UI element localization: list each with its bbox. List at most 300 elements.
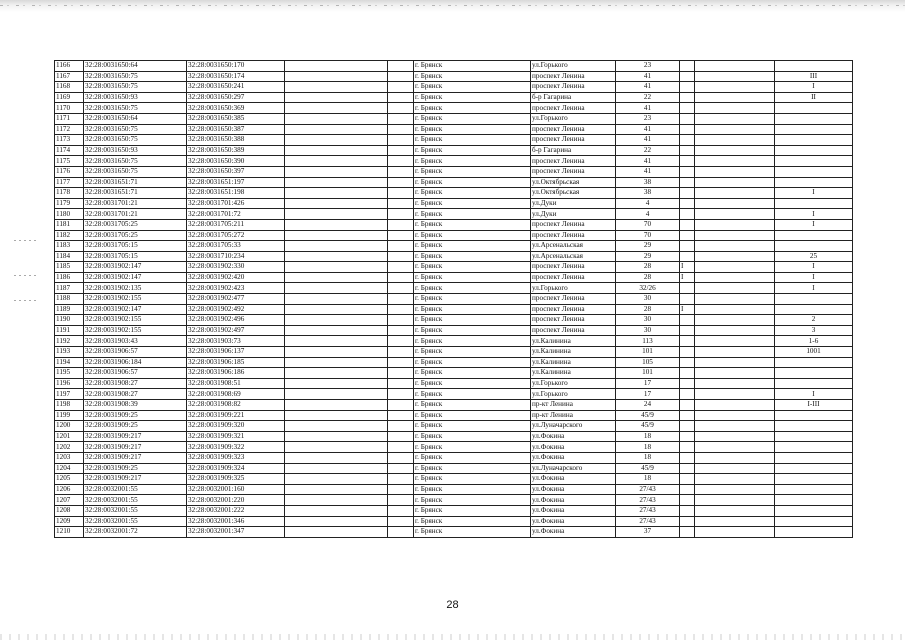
city-cell: г. Брянск [414,347,531,358]
street-cell: ул.Калинина [531,347,616,358]
building-cell: I [680,262,695,273]
city-cell: г. Брянск [414,272,531,283]
row-number: 1181 [55,219,84,230]
building-cell [680,495,695,506]
empty-cell [695,103,775,114]
building-cell: I [680,304,695,315]
building-cell [680,452,695,463]
land-cadastral-number: 32:28:0031650:75 [84,71,187,82]
building-cell [680,166,695,177]
city-cell: г. Брянск [414,177,531,188]
empty-cell [285,124,388,135]
building-cell [680,389,695,400]
empty-cell [285,219,388,230]
city-cell: г. Брянск [414,198,531,209]
empty-cell [285,135,388,146]
row-number: 1171 [55,113,84,124]
table-row [55,325,853,336]
house-number-cell: 28 [616,262,680,273]
premises-cell [775,241,853,252]
street-cell: ул.Дуки [531,209,616,220]
table-row [55,452,853,463]
land-cadastral-number: 32:28:0031650:75 [84,156,187,167]
house-number-cell: 30 [616,294,680,305]
empty-cell [388,251,414,262]
object-cadastral-number: 32:28:0031710:234 [187,251,285,262]
empty-cell [695,241,775,252]
empty-cell [285,262,388,273]
empty-cell [388,135,414,146]
row-number: 1206 [55,484,84,495]
empty-cell [695,421,775,432]
land-cadastral-number: 32:28:0031705:15 [84,241,187,252]
house-number-cell: 29 [616,251,680,262]
row-number: 1173 [55,135,84,146]
table-row [55,145,853,156]
house-number-cell: 28 [616,272,680,283]
row-number: 1168 [55,82,84,93]
empty-cell [388,92,414,103]
empty-cell [695,156,775,167]
land-cadastral-number: 32:28:0031906:57 [84,347,187,358]
empty-cell [388,241,414,252]
table-row [55,219,853,230]
building-cell [680,368,695,379]
empty-cell [695,230,775,241]
premises-cell: 1-6 [775,336,853,347]
house-number-cell: 22 [616,92,680,103]
premises-cell: I-III [775,400,853,411]
house-number-cell: 45/9 [616,410,680,421]
house-number-cell: 41 [616,156,680,167]
building-cell [680,113,695,124]
empty-cell [695,495,775,506]
land-cadastral-number: 32:28:0031650:75 [84,124,187,135]
building-cell [680,103,695,114]
street-cell: проспект Ленина [531,325,616,336]
house-number-cell: 41 [616,71,680,82]
city-cell: г. Брянск [414,251,531,262]
premises-cell: 2 [775,315,853,326]
street-cell: проспект Ленина [531,304,616,315]
empty-cell [285,304,388,315]
row-number: 1179 [55,198,84,209]
city-cell: г. Брянск [414,484,531,495]
house-number-cell: 101 [616,347,680,358]
street-cell: ул.Луначарского [531,421,616,432]
row-number: 1184 [55,251,84,262]
land-cadastral-number: 32:28:0032001:55 [84,516,187,527]
premises-cell [775,431,853,442]
empty-cell [285,61,388,72]
building-cell [680,145,695,156]
table-row [55,82,853,93]
row-number: 1170 [55,103,84,114]
row-number: 1166 [55,61,84,72]
land-cadastral-number: 32:28:0032001:55 [84,495,187,506]
table-row [55,188,853,199]
city-cell: г. Брянск [414,463,531,474]
house-number-cell: 101 [616,368,680,379]
house-number-cell: 27/43 [616,516,680,527]
city-cell: г. Брянск [414,378,531,389]
object-cadastral-number: 32:28:0031651:197 [187,177,285,188]
object-cadastral-number: 32:28:0031650:369 [187,103,285,114]
city-cell: г. Брянск [414,209,531,220]
street-cell: б-р Гагарина [531,145,616,156]
building-cell [680,283,695,294]
city-cell: г. Брянск [414,82,531,93]
row-number: 1204 [55,463,84,474]
empty-cell [695,325,775,336]
empty-cell [285,113,388,124]
table-row [55,484,853,495]
row-number: 1198 [55,400,84,411]
street-cell: ул.Фокина [531,484,616,495]
land-cadastral-number: 32:28:0031906:184 [84,357,187,368]
street-cell: ул.Фокина [531,431,616,442]
house-number-cell: 45/9 [616,463,680,474]
empty-cell [695,389,775,400]
table-row [55,71,853,82]
street-cell: проспект Ленина [531,166,616,177]
empty-cell [388,421,414,432]
table-row [55,166,853,177]
table-row [55,156,853,167]
house-number-cell: 38 [616,177,680,188]
building-cell [680,442,695,453]
premises-cell [775,61,853,72]
object-cadastral-number: 32:28:0031903:73 [187,336,285,347]
empty-cell [285,421,388,432]
building-cell [680,124,695,135]
object-cadastral-number: 32:28:0031650:170 [187,61,285,72]
street-cell: проспект Ленина [531,124,616,135]
building-cell [680,484,695,495]
table-row [55,527,853,538]
object-cadastral-number: 32:28:0031909:221 [187,410,285,421]
empty-cell [388,336,414,347]
premises-cell [775,145,853,156]
empty-cell [388,304,414,315]
empty-cell [388,188,414,199]
row-number: 1207 [55,495,84,506]
table-row [55,442,853,453]
row-number: 1183 [55,241,84,252]
street-cell: проспект Ленина [531,294,616,305]
row-number: 1187 [55,283,84,294]
street-cell: ул.Фокина [531,505,616,516]
empty-cell [285,209,388,220]
row-number: 1180 [55,209,84,220]
empty-cell [285,400,388,411]
city-cell: г. Брянск [414,474,531,485]
land-cadastral-number: 32:28:0031902:147 [84,262,187,273]
city-cell: г. Брянск [414,103,531,114]
premises-cell [775,357,853,368]
row-number: 1190 [55,315,84,326]
object-cadastral-number: 32:28:0031650:385 [187,113,285,124]
empty-cell [695,527,775,538]
building-cell [680,156,695,167]
land-cadastral-number: 32:28:0031650:93 [84,92,187,103]
row-number: 1192 [55,336,84,347]
premises-cell [775,463,853,474]
city-cell: г. Брянск [414,431,531,442]
street-cell: проспект Ленина [531,82,616,93]
empty-cell [285,241,388,252]
empty-cell [285,357,388,368]
city-cell: г. Брянск [414,452,531,463]
premises-cell: I [775,82,853,93]
street-cell: ул.Горького [531,389,616,400]
object-cadastral-number: 32:28:0031650:241 [187,82,285,93]
premises-cell [775,484,853,495]
empty-cell [285,166,388,177]
table-row [55,463,853,474]
registry-table [54,60,853,538]
house-number-cell: 18 [616,442,680,453]
premises-cell: I [775,272,853,283]
land-cadastral-number: 32:28:0031909:217 [84,431,187,442]
city-cell: г. Брянск [414,262,531,273]
land-cadastral-number: 32:28:0031902:155 [84,325,187,336]
row-number: 1177 [55,177,84,188]
street-cell: ул.Октябрьская [531,188,616,199]
object-cadastral-number: 32:28:0032001:160 [187,484,285,495]
house-number-cell: 27/43 [616,505,680,516]
house-number-cell: 41 [616,82,680,93]
empty-cell [388,505,414,516]
street-cell: ул.Фокина [531,452,616,463]
object-cadastral-number: 32:28:0031909:321 [187,431,285,442]
premises-cell [775,368,853,379]
house-number-cell: 23 [616,61,680,72]
city-cell: г. Брянск [414,357,531,368]
row-number: 1175 [55,156,84,167]
premises-cell: III [775,71,853,82]
object-cadastral-number: 32:28:0031651:198 [187,188,285,199]
premises-cell [775,495,853,506]
city-cell: г. Брянск [414,241,531,252]
object-cadastral-number: 32:28:0032001:220 [187,495,285,506]
table-row [55,262,853,273]
building-cell [680,421,695,432]
row-number: 1194 [55,357,84,368]
street-cell: ул.Фокина [531,516,616,527]
house-number-cell: 70 [616,219,680,230]
empty-cell [388,527,414,538]
premises-cell: I [775,262,853,273]
premises-cell [775,527,853,538]
street-cell: ул.Горького [531,113,616,124]
object-cadastral-number: 32:28:0031650:297 [187,92,285,103]
street-cell: ул.Октябрьская [531,177,616,188]
empty-cell [388,400,414,411]
land-cadastral-number: 32:28:0031650:64 [84,61,187,72]
empty-cell [695,452,775,463]
land-cadastral-number: 32:28:0031701:21 [84,209,187,220]
table-row [55,124,853,135]
house-number-cell: 24 [616,400,680,411]
premises-cell [775,177,853,188]
object-cadastral-number: 32:28:0031902:497 [187,325,285,336]
city-cell: г. Брянск [414,135,531,146]
object-cadastral-number: 32:28:0031906:137 [187,347,285,358]
object-cadastral-number: 32:28:0031902:492 [187,304,285,315]
empty-cell [388,452,414,463]
empty-cell [695,262,775,273]
table-row [55,198,853,209]
empty-cell [388,516,414,527]
row-number: 1210 [55,527,84,538]
street-cell: ул.Фокина [531,527,616,538]
house-number-cell: 17 [616,389,680,400]
object-cadastral-number: 32:28:0031909:325 [187,474,285,485]
building-cell [680,135,695,146]
land-cadastral-number: 32:28:0031908:27 [84,378,187,389]
object-cadastral-number: 32:28:0031909:322 [187,442,285,453]
empty-cell [695,336,775,347]
empty-cell [285,495,388,506]
empty-cell [388,124,414,135]
row-number: 1167 [55,71,84,82]
premises-cell [775,304,853,315]
table-row [55,378,853,389]
house-number-cell: 18 [616,452,680,463]
table-row [55,209,853,220]
table-row [55,135,853,146]
table-row [55,336,853,347]
object-cadastral-number: 32:28:0031650:387 [187,124,285,135]
land-cadastral-number: 32:28:0031650:64 [84,113,187,124]
land-cadastral-number: 32:28:0031650:75 [84,82,187,93]
empty-cell [388,209,414,220]
row-number: 1185 [55,262,84,273]
building-cell [680,516,695,527]
table-row [55,410,853,421]
street-cell: ул.Калинина [531,357,616,368]
city-cell: г. Брянск [414,230,531,241]
land-cadastral-number: 32:28:0031909:25 [84,463,187,474]
city-cell: г. Брянск [414,166,531,177]
land-cadastral-number: 32:28:0031701:21 [84,198,187,209]
scan-margin-mark [14,300,38,301]
row-number: 1176 [55,166,84,177]
building-cell [680,410,695,421]
empty-cell [388,198,414,209]
empty-cell [285,442,388,453]
object-cadastral-number: 32:28:0032001:346 [187,516,285,527]
premises-cell: I [775,209,853,220]
land-cadastral-number: 32:28:0031906:57 [84,368,187,379]
empty-cell [285,230,388,241]
land-cadastral-number: 32:28:0031902:135 [84,283,187,294]
street-cell: проспект Ленина [531,230,616,241]
city-cell: г. Брянск [414,188,531,199]
empty-cell [695,283,775,294]
empty-cell [285,484,388,495]
object-cadastral-number: 32:28:0031902:423 [187,283,285,294]
building-cell [680,336,695,347]
empty-cell [695,410,775,421]
page-number: 28 [446,599,459,611]
table-row [55,431,853,442]
scan-margin-mark [14,240,38,241]
table-row [55,61,853,72]
object-cadastral-number: 32:28:0031902:330 [187,262,285,273]
house-number-cell: 45/9 [616,421,680,432]
empty-cell [388,378,414,389]
empty-cell [388,357,414,368]
building-cell [680,209,695,220]
street-cell: проспект Ленина [531,272,616,283]
table-row [55,495,853,506]
building-cell: I [680,272,695,283]
empty-cell [695,347,775,358]
empty-cell [695,368,775,379]
building-cell [680,325,695,336]
building-cell [680,230,695,241]
premises-cell: 25 [775,251,853,262]
empty-cell [285,347,388,358]
row-number: 1200 [55,421,84,432]
premises-cell [775,378,853,389]
premises-cell: I [775,283,853,294]
object-cadastral-number: 32:28:0031650:390 [187,156,285,167]
building-cell [680,219,695,230]
house-number-cell: 41 [616,103,680,114]
empty-cell [285,463,388,474]
empty-cell [388,389,414,400]
house-number-cell: 4 [616,209,680,220]
empty-cell [285,251,388,262]
street-cell: ул.Луначарского [531,463,616,474]
empty-cell [388,113,414,124]
object-cadastral-number: 32:28:0031908:51 [187,378,285,389]
empty-cell [285,474,388,485]
premises-cell: I [775,389,853,400]
empty-cell [285,145,388,156]
row-number: 1182 [55,230,84,241]
row-number: 1202 [55,442,84,453]
table-row [55,400,853,411]
house-number-cell: 4 [616,198,680,209]
premises-cell [775,474,853,485]
city-cell: г. Брянск [414,389,531,400]
empty-cell [285,505,388,516]
table-row [55,304,853,315]
empty-cell [388,442,414,453]
land-cadastral-number: 32:28:0031909:25 [84,421,187,432]
empty-cell [285,410,388,421]
registry-rows [55,61,853,538]
object-cadastral-number: 32:28:0031906:186 [187,368,285,379]
city-cell: г. Брянск [414,315,531,326]
table-row [55,368,853,379]
empty-cell [695,198,775,209]
street-cell: проспект Ленина [531,315,616,326]
empty-cell [695,357,775,368]
empty-cell [695,484,775,495]
empty-cell [285,294,388,305]
land-cadastral-number: 32:28:0031651:71 [84,177,187,188]
building-cell [680,463,695,474]
building-cell [680,71,695,82]
table-row [55,103,853,114]
empty-cell [285,188,388,199]
row-number: 1205 [55,474,84,485]
